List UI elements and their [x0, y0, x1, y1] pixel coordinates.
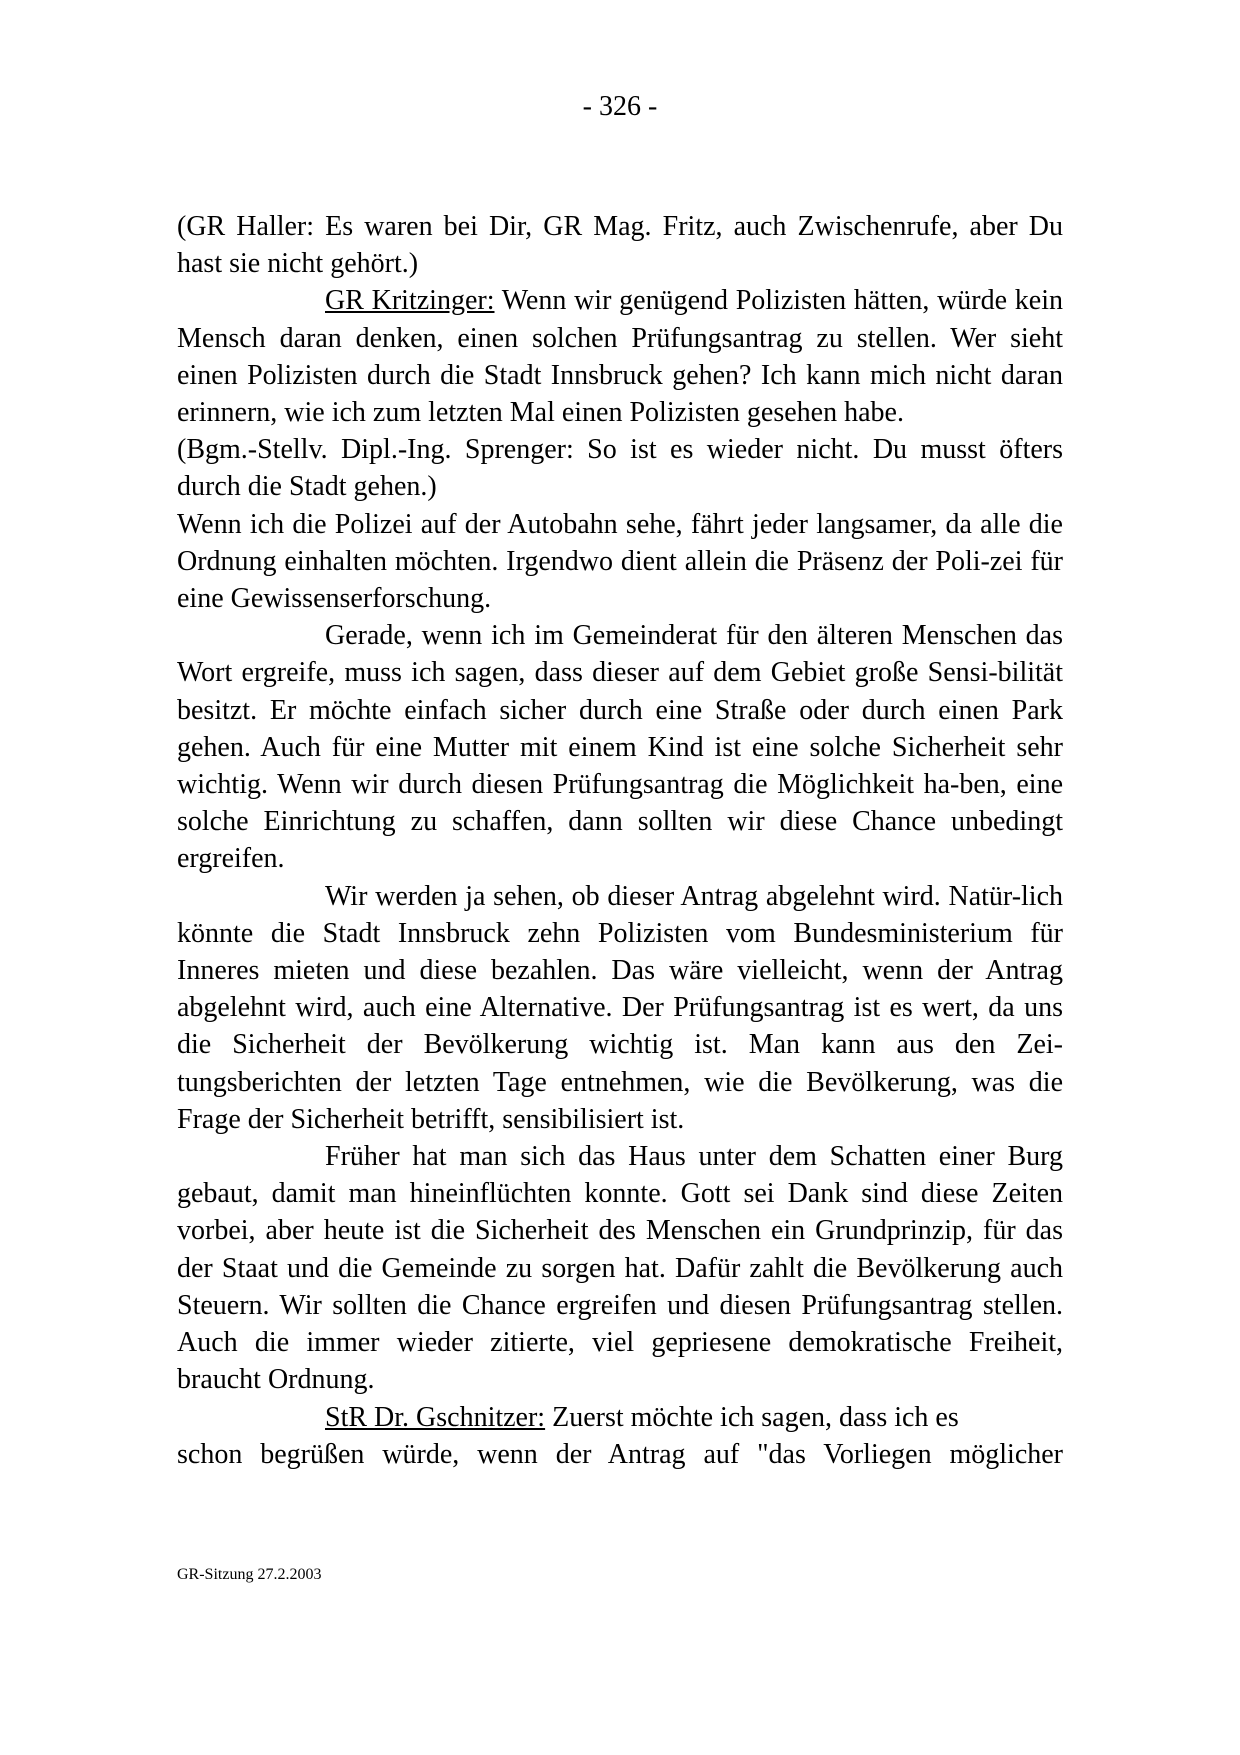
- footer: GR-Sitzung 27.2.2003: [177, 1566, 322, 1583]
- page-number: - 326 -: [582, 91, 658, 122]
- paragraph: Gerade, wenn ich im Gemeinderat für den älteren Menschen das Wort ergreife, muss ich sagen, dass dieser auf dem Gebiet große Sensi-bilität besitzt. Er möchte einfach sicher durch eine Straße oder durch einen Park gehen. Auch für eine Mutter mit einem Kind ist eine solche Sicherheit sehr wichtig. Wenn wir durch diesen Prüfungsantrag die Möglichkeit ha-ben, eine solche Einrichtung zu schaffen, dann sollten wir diese Chance unbedingt ergreifen.: [177, 620, 1063, 875]
- interjection-sprenger: (Bgm.-Stellv. Dipl.-Ing. Sprenger: So ist es wieder nicht. Du musst öfters durch die Stadt gehen.): [177, 434, 1063, 503]
- paragraph: Wir werden ja sehen, ob dieser Antrag abgelehnt wird. Natür-lich könnte die Stadt Innsbruck zehn Polizisten vom Bundesministerium für Inneres mieten und diese bezahlen. Das wäre vielleicht, wenn der Antrag abgelehnt wird, auch eine Alternative. Der Prüfungsantrag ist es wert, da uns die Sicherheit der Bevölkerung wichtig ist. Man kann aus den Zei-tungsberichten der letzten Tage entnehmen, wie die Bevölkerung, was die Frage der Sicherheit betrifft, sensibilisiert ist.: [177, 880, 1063, 1135]
- paragraph: schon begrüßen würde, wenn der Antrag auf "das Vorliegen möglicher: [177, 1438, 1063, 1470]
- paragraph: Früher hat man sich das Haus unter dem Schatten einer Burg gebaut, damit man hineinflüchten konnte. Gott sei Dank sind diese Zeiten vorbei, aber heute ist die Sicherheit des Menschen ein Grundprinzip, für das der Staat und die Gemeinde zu sorgen hat. Dafür zahlt die Bevölkerung auch Steuern. Wir sollten die Chance ergreifen und diesen Prüfungsantrag stellen. Auch die immer wieder zitierte, viel gepriesene demokratische Freiheit, braucht Ordnung.: [177, 1141, 1063, 1396]
- speech-gschnitzer: [177, 1399, 1063, 1436]
- speaker-name: GR Kritzinger:: [325, 285, 495, 317]
- document-body: [177, 208, 1063, 1473]
- speech-kritzinger: [177, 282, 1063, 431]
- speaker-name: StR Dr. Gschnitzer:: [325, 1401, 546, 1433]
- speech-text: Wenn wir genügend Polizisten hätten, würde kein Mensch daran denken, einen solchen Prüfungsantrag zu stellen. Wer sieht einen Polizisten durch die Stadt Innsbruck gehen? Ich kann mich nicht daran erinnern, wie ich zum letzten Mal einen Polizisten gesehen habe.: [177, 285, 1063, 429]
- paragraph: Wenn ich die Polizei auf der Autobahn sehe, fährt jeder langsamer, da alle die Ordnung einhalten möchten. Irgendwo dient allein die Präsenz der Poli-zei für eine Gewissenserforschung.: [177, 508, 1063, 615]
- interjection-haller: (GR Haller: Es waren bei Dir, GR Mag. Fritz, auch Zwischenrufe, aber Du hast sie nicht gehört.): [177, 211, 1063, 280]
- speech-text: Zuerst möchte ich sagen, dass ich es: [545, 1401, 959, 1433]
